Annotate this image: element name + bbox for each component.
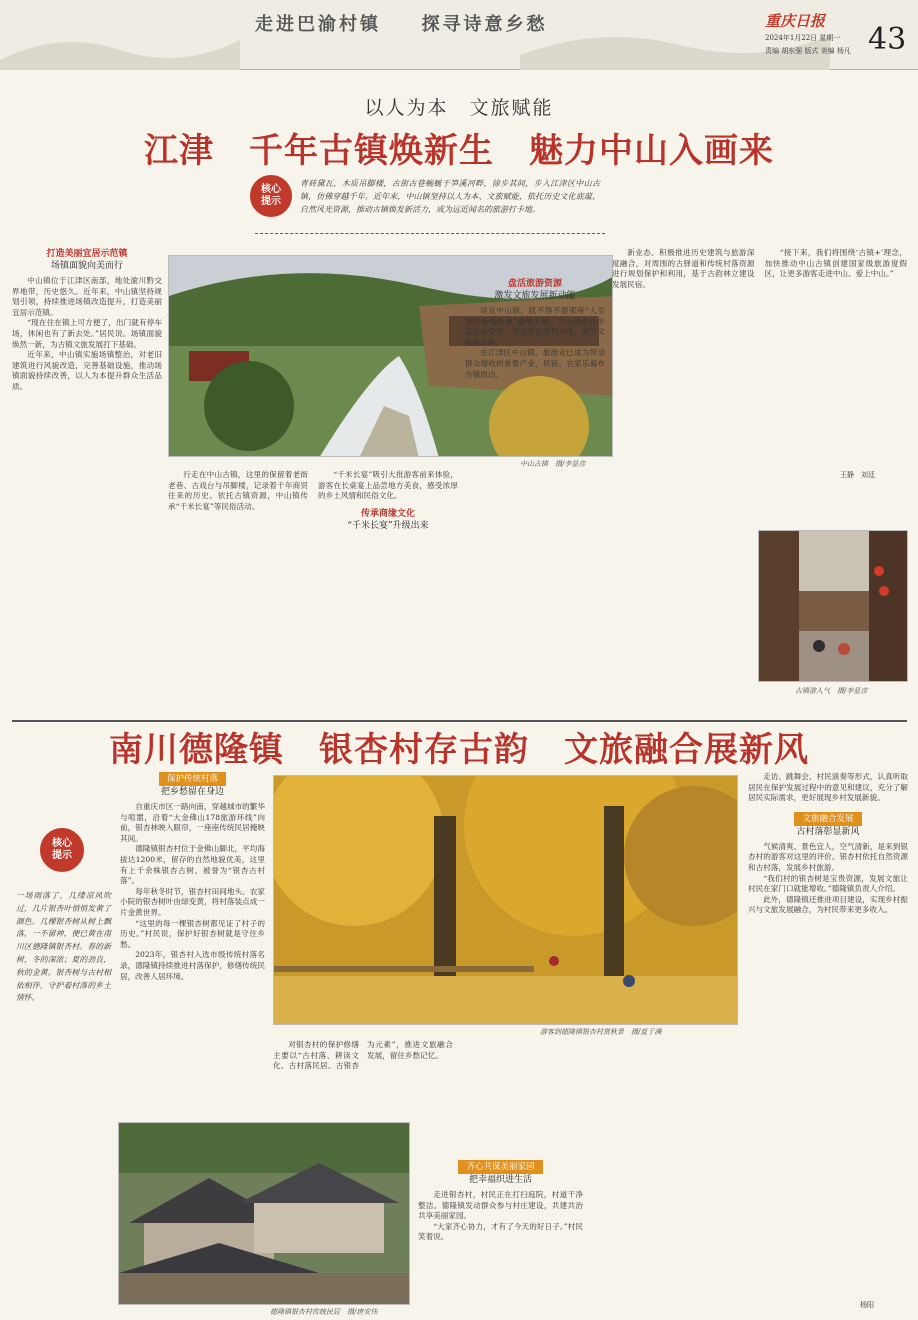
divider [255,233,605,234]
paragraph: “现在住在镇上可方便了，出门就有停车场，休闲也有了新去处。”居民说。场镇面貌焕然一新，为古镇文旅发展打下基础。 [12,318,162,349]
s1-kicker: 以人为本 文旅赋能 [364,97,554,119]
s2-c-label: 齐心共谋美丽家园 [458,1160,542,1174]
paragraph: 近年来，中山镇实施场镇整治，对老旧建筑进行风貌改造，完善基础设施，推动场镇面貌持续改善，以人为本提升群众生活品质。 [12,350,162,391]
s2-a-label: 保护传统村落 [159,772,226,786]
paragraph: 气候清爽、景色宜人，空气清新，是来到银杏村的游客对这里的评价。银杏村依托自然资源和古村落，发展乡村旅游。 [748,841,908,872]
s1-intro: 青砖黛瓦，木质吊脚楼，古街古巷蜿蜒于笋溪河畔，徐步其间，步入江津区中山古镇，仿佛穿越千年。近年来，中山镇坚持以人为本、文旅赋能，依托历史文化底蕴、自然风光资源，推动古镇焕发新活力，成为远近闻名的旅游打卡地。 [300,179,600,215]
s1-col-c [465,248,605,723]
s2-intro: 一场雨落了，几缕凉风吹过，几片银杏叶悄悄发黄了颜色。几棵银杏树从树上飘落，一不留神，便已黄在南川区德隆镇银杏村。春的新树，冬的深浓；夏的劲良，秋的金黄。银杏树与古村相依相伴，守护着村落的乡土情怀。 [16,891,111,1003]
s2-b-label: 文旅融合发展 [794,812,861,826]
s2-title: 南川德隆镇 银杏村存古韵 文旅融合展新风 [109,730,809,770]
s1-c-sub2: 激发文旅发展新动能 [494,291,576,301]
paragraph: “这里的每一棵银杏树都见证了村子的历史。”村民说，保护好银杏树就是守住乡愁。 [120,918,265,949]
paragraph: 2023年，银杏村入选市级传统村落名录，德隆镇持续推进村落保护，修缮传统民居，改善人居环境。 [120,950,265,981]
photo-town-visitors [758,530,908,682]
s1-b-sub2: “千米长宴”升级出来 [347,520,429,531]
paragraph: 德隆镇银杏村位于金佛山脚北，平均海拔达1200米，留存的自然地貌优美，这里有上千余株银杏古树，被誉为“银杏古村落”。 [120,844,265,886]
photo4-caption: 德隆镇银杏村传统民居 摄/唐安伟 [270,1308,378,1316]
page-header [0,0,918,70]
header-slogan-2: 探寻诗意乡愁 [421,14,548,35]
paragraph: “接下来，我们将围绕‘古镇+’理念，加快推动中山古镇创建国家级旅游度假区，让更多游客走进中山、爱上中山。” [764,248,907,279]
s2-a-sub2: 把乡愁留在身边 [160,787,224,797]
header-slogan-1: 走进巴渝村镇 [255,14,381,35]
s1-b-sub: 传承商缘文化 [360,508,415,519]
paragraph: 行走在中山古镇，这里的保留着老街老巷、古戏台与吊脚楼，记录着千年商贸往来的历史。依托古镇资源，中山镇传承“千米长宴”等民俗活动。 [168,470,308,511]
page-number: 43 [868,22,907,57]
s2-b-sub2: 古村落彰显新风 [796,826,860,837]
s2-col-b [748,772,908,1302]
s1-col-b [168,470,458,725]
s1-col-a [12,248,162,723]
photo1-caption: 中山古镇 摄/李显彦 [520,460,586,468]
photo-ginkgo-village [273,775,738,1025]
s2-col-c [418,1040,583,1305]
s1-seal: 核心提示 [250,175,292,217]
paragraph: 每年秋冬时节，银杏村田间地头、农家小院的银杏树叶由绿变黄，将村落装点成一片金黄世界。 [120,886,265,917]
paragraph: 新业态、积极推进历史建筑与旅游深度融合，对周围的古驿道和传统村落资源进行规划保护和利用，基于古韵林立建设发展民宿。 [612,248,755,289]
paragraph: 走访、跳舞会、村民演奏等形式，认真听取居民在保护发展过程中的意见和建议，充分了解居民实际需求，更好展现乡村发展新貌。 [748,772,908,803]
paragraph: “千米长宴”吸引大批游客前来体验，游客在长桌宴上品尝地方美食，感受浓厚的乡土风情和民俗文化。 [318,470,458,501]
s1-a-sub: 打造美丽宜居示范镇 [46,249,128,259]
paper-name: 重庆日报 [765,12,826,30]
s1-byline: 王静 刘廷 [840,471,875,479]
paragraph: 此外，德隆镇还推进项目建设，实现乡村振兴与文旅发展融合，为村民带来更多收入。 [748,894,908,915]
paragraph: 在江津区中山镇，旅游业已成为带动群众增收的重要产业，民宿、农家乐遍布古镇周边。 [465,348,605,379]
editors: 责编 胡东强 版式 美编 杨凡 [765,47,851,55]
paragraph: 自重庆市区一路向南，穿越城市的繁华与喧嚣，沿着“大金佛山178旅游环线”向前，银杏林映入眼帘，一座座传统民居掩映其间。 [120,802,265,843]
s1-title: 江津 千年古镇焕新生 魅力中山入画来 [144,131,774,171]
s2-col-a [120,772,265,1102]
photo3-caption: 游客到德隆镇银杏村赏秋景 摄/夏于满 [540,1028,662,1036]
s1-c-sub: 盘活旅游资源 [507,279,562,289]
photo2-caption: 古镇游人气 摄/李显彦 [795,687,868,695]
paragraph: 走进银杏村，村民正在打扫庭院，村道干净整洁。德隆镇发动群众参与村庄建设，共建共治共享美丽家园。 [418,1190,583,1221]
paragraph: “我们村的银杏树是宝贵资源，发展文旅让村民在家门口就能增收。”德隆镇负责人介绍。 [748,873,908,894]
s2-byline: 杨阳 [860,1301,874,1309]
paragraph: 中山镇位于江津区南部，地处渝川黔交界地带，历史悠久。近年来，中山镇坚持规划引领，持续推进场镇改造提升，打造美丽宜居示范镇。 [12,276,162,317]
paragraph: 对银杏村的保护修缮主要以“古村落、耕读文化、古村落民居、古银杏为元素”，推进文旅融合发展，留住乡愁记忆。 [273,1040,453,1071]
paragraph: 谈及中山镇，就不得不提那座“人至深的爱情故事”爱情天梯。中山镇依托丰富旅游资源，推动景区提档升级，激发文旅新动能。 [465,306,605,347]
issue-date: 2024年1月22日 星期一 [765,34,841,42]
s2-c-sub2: 把幸福织进生活 [468,1175,532,1185]
photo-traditional-dwellings [118,1122,410,1305]
paragraph: “大家齐心协力，才有了今天的好日子。”村民笑着说。 [418,1221,583,1242]
s1-a-sub2: 场镇面貌向美而行 [50,261,123,271]
s2-seal: 核心提示 [40,828,84,872]
